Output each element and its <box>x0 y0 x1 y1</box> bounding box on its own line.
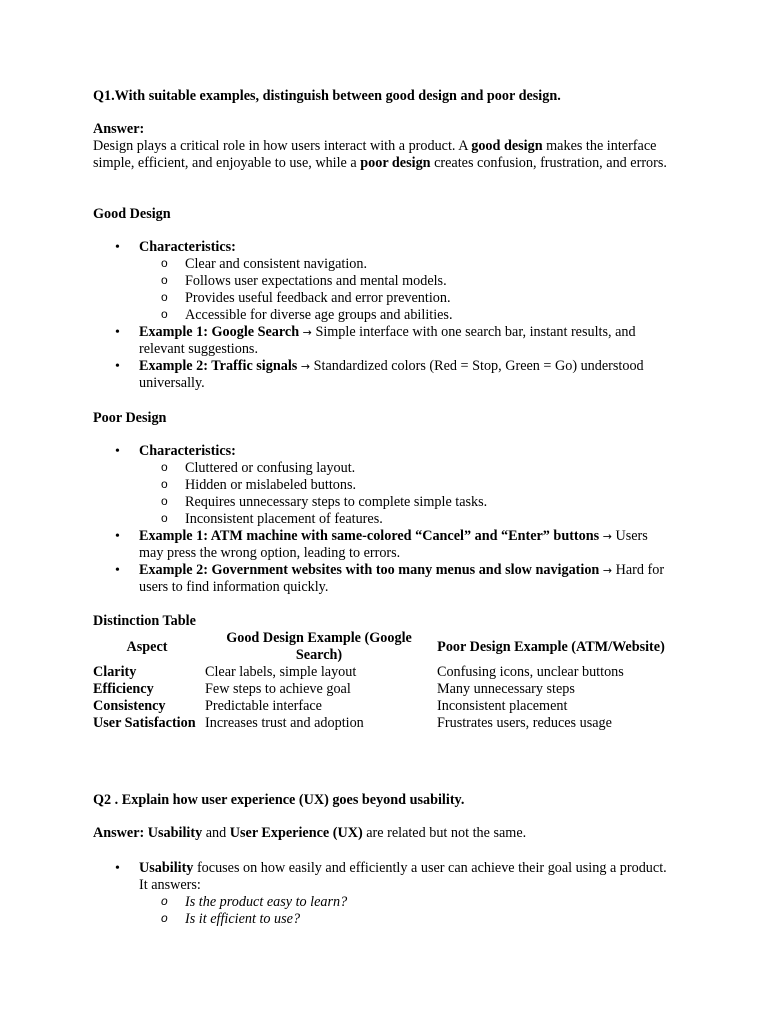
table-cell-poor: Confusing icons, unclear buttons <box>437 664 624 680</box>
q2-usability-item <box>93 860 673 928</box>
q2-ux-term: User Experience (UX) <box>229 825 363 841</box>
poor-example-label: Example 1: ATM machine with same-colored “Cancel” and “Enter” buttons <box>139 528 600 544</box>
poor-design-heading: Poor Design <box>93 410 167 426</box>
poor-characteristic-item: o Cluttered or confusing layout. <box>139 460 673 477</box>
q1-answer-label: Answer: <box>93 121 145 137</box>
distinction-table-title: Distinction Table <box>93 613 196 629</box>
good-characteristic-item: o Accessible for diverse age groups and abilities. <box>139 307 673 324</box>
q2-question: Q2 . Explain how user experience (UX) goes beyond usability. <box>93 792 465 808</box>
q2-usability-text: focuses on how easily and efficiently a user can achieve their goal using a product. It answers: <box>139 860 667 893</box>
q2-answer-line <box>93 825 693 842</box>
q2-question-item: o Is the product easy to learn? <box>139 894 673 911</box>
table-cell-poor: Inconsistent placement <box>437 698 568 714</box>
intro-text-1: Design plays a critical role in how users interact with a product. A <box>93 138 472 154</box>
table-cell-aspect: User Satisfaction <box>93 715 196 731</box>
table-cell-poor: Frustrates users, reduces usage <box>437 715 612 731</box>
good-example-item <box>93 324 673 358</box>
poor-example-item <box>93 562 673 596</box>
good-characteristic-item: o Follows user expectations and mental models. <box>139 273 673 290</box>
q2-answer-and: and <box>202 825 230 841</box>
good-characteristics-item <box>93 239 673 324</box>
poor-characteristic-item: o Requires unnecessary steps to complete simple tasks. <box>139 494 673 511</box>
arrow-icon: → <box>602 564 613 577</box>
poor-design-list <box>93 443 673 596</box>
table-cell-good: Increases trust and adoption <box>205 715 364 731</box>
table-header-aspect: Aspect <box>126 638 168 655</box>
good-example-item <box>93 358 673 392</box>
q1-question: Q1.With suitable examples, distinguish between good design and poor design. <box>93 88 561 104</box>
q1-intro-paragraph <box>93 138 668 172</box>
table-cell-good: Few steps to achieve goal <box>205 681 351 697</box>
poor-example-text: Users may press the wrong option, leading to errors. <box>139 528 648 561</box>
good-characteristic-item: o Clear and consistent navigation. <box>139 256 673 273</box>
table-header-poor: Poor Design Example (ATM/Website) <box>437 638 665 655</box>
intro-text-3: makes the interface simple, efficient, and enjoyable to use, while a <box>93 138 657 171</box>
good-characteristic-item: o Provides useful feedback and error prevention. <box>139 290 673 307</box>
arrow-icon: → <box>300 360 311 373</box>
q2-question-item: o Is it efficient to use? <box>139 911 673 928</box>
poor-example-text: Hard for users to find information quickly. <box>139 562 665 595</box>
good-example-label: Example 2: Traffic signals <box>139 358 298 374</box>
table-cell-good: Predictable interface <box>205 698 322 714</box>
good-example-text: Simple interface with one search bar, instant results, and relevant suggestions. <box>139 324 636 357</box>
good-design-list <box>93 239 673 392</box>
poor-example-item <box>93 528 673 562</box>
good-design-heading: Good Design <box>93 206 171 222</box>
q2-answer-label: Answer: <box>93 825 145 841</box>
table-header-row <box>91 630 667 664</box>
table-row <box>91 681 667 698</box>
poor-characteristics-item <box>93 443 673 528</box>
intro-text-5: creates confusion, frustration, and errors. <box>430 155 667 171</box>
good-example-text: Standardized colors (Red = Stop, Green = Go) understood universally. <box>139 358 644 391</box>
q2-list <box>93 860 673 928</box>
poor-characteristics-label: Characteristics: <box>139 443 236 459</box>
poor-characteristic-item: o Inconsistent placement of features. <box>139 511 673 528</box>
table-row <box>91 698 667 715</box>
table-row <box>91 664 667 681</box>
poor-example-label: Example 2: Government websites with too many menus and slow navigation <box>139 562 600 578</box>
good-characteristics-label: Characteristics: <box>139 239 236 255</box>
distinction-table <box>91 630 667 732</box>
arrow-icon: → <box>302 326 312 339</box>
table-cell-aspect: Clarity <box>93 664 137 680</box>
good-example-label: Example 1: Google Search <box>139 324 300 340</box>
intro-poor-design: poor design <box>360 155 431 171</box>
q2-usability-term: Usability <box>147 825 203 841</box>
table-cell-good: Clear labels, simple layout <box>205 664 357 680</box>
q2-usability-label: Usability <box>139 860 194 876</box>
table-header-good: Good Design Example (Google Search) <box>226 630 412 663</box>
table-cell-aspect: Consistency <box>93 698 166 714</box>
arrow-icon: → <box>602 530 612 543</box>
q2-answer-rest: are related but not the same. <box>362 825 527 841</box>
table-cell-aspect: Efficiency <box>93 681 154 697</box>
poor-characteristic-item: o Hidden or mislabeled buttons. <box>139 477 673 494</box>
table-cell-poor: Many unnecessary steps <box>437 681 575 697</box>
intro-good-design: good design <box>471 138 543 154</box>
table-row <box>91 715 667 732</box>
